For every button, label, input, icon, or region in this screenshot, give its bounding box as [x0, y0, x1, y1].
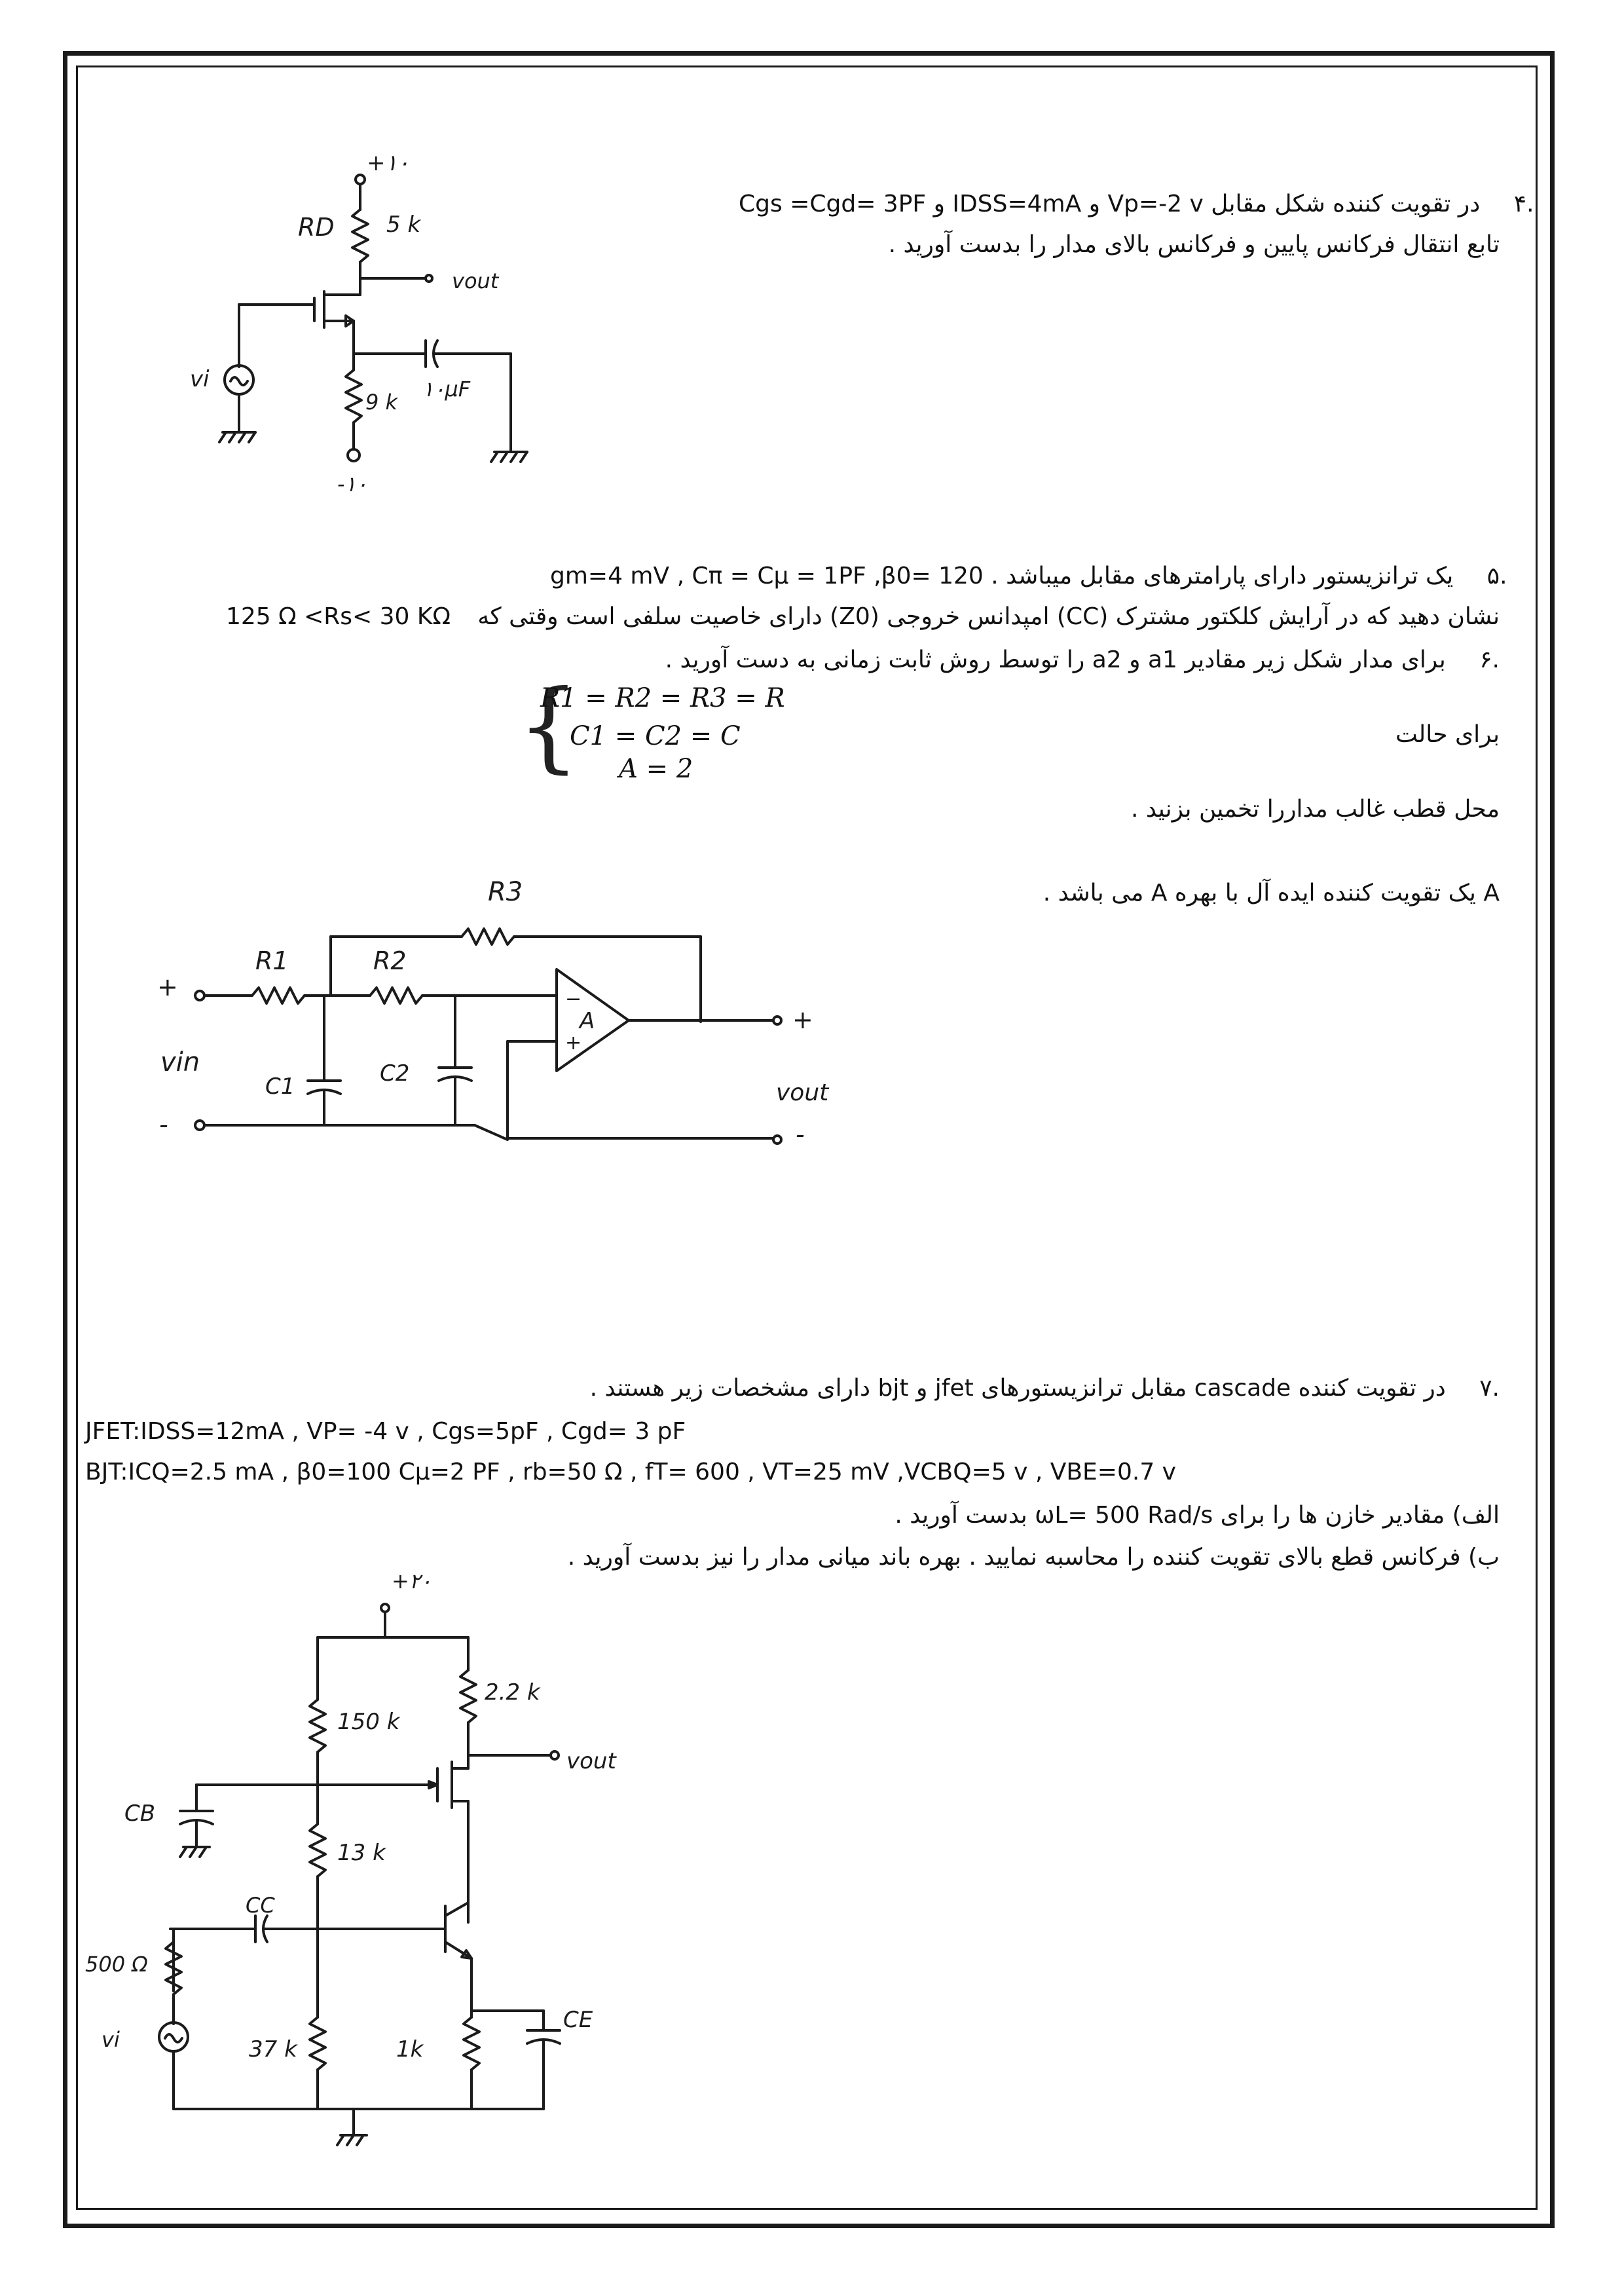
- q4-supply-node: [356, 175, 365, 184]
- q6-amp-line: A یک تقویت کننده ایده آل با بهره A می باشد .: [1043, 880, 1500, 906]
- q5-line2: نشان دهید که در آرایش کلکتور مشترک (CC) امپدانس خروجی (Z0) دارای خاصیت سلفی است وقتی که: [477, 603, 1500, 630]
- q4-cap-value: ۱۰μF: [422, 377, 471, 401]
- q6-c2-label: C2: [380, 1060, 410, 1087]
- q6-vin: vin: [160, 1047, 200, 1077]
- q4-supply-neg: -۱۰: [337, 472, 367, 496]
- q7-r22-resistor: [460, 1670, 476, 1723]
- q7-text: در تقویت کننده cascade مقابل ترانزیستورهای jfet و bjt دارای مشخصات زیر هستند .: [589, 1375, 1446, 1402]
- q4-prefix: در تقویت کننده شکل مقابل: [1211, 191, 1481, 217]
- q4-line2: تابع انتقال فرکانس پایین و فرکانس بالای مدار را بدست آورید .: [888, 231, 1500, 258]
- q6-input-plus: +: [157, 973, 178, 1001]
- q5-number: .۵: [1486, 563, 1507, 589]
- q6-r3-resistor: [462, 929, 514, 944]
- q5-prefix: یک ترانزیستور دارای پارامترهای مقابل میباشد .: [991, 563, 1454, 589]
- q7-cc-label: CC: [246, 1893, 275, 1918]
- q4-vout-node: [426, 275, 432, 282]
- q4-vin: vi: [190, 366, 210, 392]
- q6-pole-line: محل قطب غالب مداررا تخمین بزنید .: [1130, 796, 1500, 823]
- q5-condition: 125 Ω <Rs< 30 KΩ: [226, 603, 451, 630]
- q7-vout: vout: [566, 1748, 616, 1774]
- q6-eq3: A = 2: [619, 754, 693, 784]
- q7-r37-label: 37 k: [249, 2036, 297, 2062]
- q7-bjt-specs: BJT:ICQ=2.5 mA , β0=100 Cμ=2 PF , rb=50 Ω , fT= 600 , VT=25 mV ,VCBQ=5 v , VBE=0.7 v: [85, 1459, 1176, 1485]
- q7-r150-resistor: [310, 1700, 325, 1752]
- q6-line1: [665, 644, 1500, 676]
- q6-output-plus: +: [792, 1005, 813, 1034]
- q7-supply: +۲۰: [392, 1569, 432, 1594]
- q6-eq2: C1 = C2 = C: [570, 721, 741, 751]
- q6-number: .۶: [1479, 646, 1500, 673]
- q6-r1-label: R1: [255, 946, 289, 975]
- q6-active-filter-circuit: [147, 871, 894, 1172]
- q7-r22-label: 2.2 k: [485, 1679, 540, 1706]
- q6-input-node: [195, 991, 204, 1000]
- q6-vout: vout: [776, 1079, 829, 1106]
- q4-rs-resistor: [346, 370, 361, 422]
- q7-r37-resistor: [310, 2017, 325, 2070]
- q4-line1: [739, 189, 1534, 220]
- q5-params: gm=4 mV , Cπ = Cμ = 1PF ,β0= 120: [550, 563, 984, 589]
- q7-ce-label: CE: [563, 2007, 593, 2033]
- q4-rd-value: 5 k: [386, 212, 421, 238]
- q7-number: .۷: [1479, 1375, 1500, 1402]
- q7-r1k-resistor: [464, 2017, 479, 2070]
- q4-rd-label: RD: [298, 213, 335, 242]
- q4-supply-neg-node: [348, 449, 360, 461]
- q6-case-label: برای حالت: [1395, 721, 1500, 748]
- q7-part-b: ب) فرکانس قطع بالای تقویت کننده را محاسبه نمایید . بهره باند میانی مدار را نیز بدست آورید .: [567, 1544, 1500, 1571]
- q7-line1: [590, 1373, 1500, 1404]
- q6-vout-plus-node: [773, 1017, 781, 1024]
- q6-eq1: R1 = R2 = R3 = R: [540, 683, 785, 713]
- q6-r2-resistor: [370, 988, 422, 1003]
- q4-rs-value: 9 k: [365, 390, 398, 415]
- q6-r2-label: R2: [373, 946, 407, 975]
- q6-output-minus: -: [796, 1120, 805, 1149]
- q4-params: Cgs =Cgd= 3PF و IDSS=4mA و Vp=-2 v: [739, 191, 1204, 217]
- q7-r13-resistor: [310, 1824, 325, 1876]
- q6-input-minus: -: [159, 1110, 168, 1139]
- q4-number: .۴: [1513, 191, 1534, 217]
- q7-vout-node: [551, 1751, 559, 1759]
- q4-supply-pos: +۱۰: [367, 150, 410, 176]
- q7-r150-label: 150 k: [337, 1709, 400, 1735]
- q7-r1k-label: 1k: [396, 2036, 424, 2062]
- q6-c1-label: C1: [265, 1073, 295, 1100]
- q7-vin: vi: [101, 2027, 120, 2052]
- q6-opamp-minus: −: [565, 988, 582, 1011]
- q6-r3-label: R3: [488, 877, 523, 907]
- q7-r500-label: 500 Ω: [85, 1952, 148, 1977]
- q7-cascode-circuit: [79, 1565, 707, 2168]
- q7-part-a: الف) مقادیر خازن ها را برای ωL= 500 Rad/s بدست آورید .: [895, 1502, 1500, 1529]
- q6-input-minus-node: [195, 1121, 204, 1130]
- q7-r13-label: 13 k: [337, 1840, 386, 1866]
- q7-jfet-specs: JFET:IDSS=12mA , VP= -4 v , Cgs=5pF , Cgd= 3 pF: [85, 1418, 686, 1445]
- q4-rd-resistor: [352, 210, 368, 262]
- q6-brace: {: [517, 669, 580, 783]
- q4-vout: vout: [452, 269, 499, 293]
- q6-r1-resistor: [252, 988, 304, 1003]
- q5-line1: [550, 561, 1507, 592]
- q6-opamp-plus: +: [565, 1032, 582, 1054]
- q6-vout-minus-node: [773, 1136, 781, 1144]
- q4-jfet-circuit: [190, 144, 583, 498]
- q6-text: برای مدار شکل زیر مقادیر a1 و a2 را توسط روش ثابت زمانی به دست آورید .: [665, 646, 1446, 673]
- q6-opamp-label: A: [580, 1008, 595, 1034]
- q7-cb-label: CB: [124, 1801, 156, 1827]
